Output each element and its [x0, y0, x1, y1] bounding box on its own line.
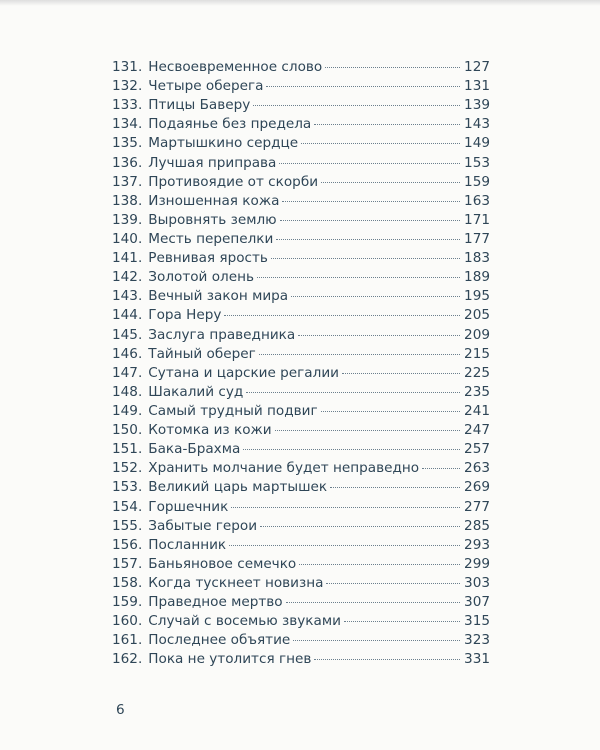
toc-dot-leader [299, 564, 460, 565]
toc-dot-leader [330, 487, 460, 488]
toc-entry [112, 230, 490, 249]
toc-dot-leader [326, 583, 460, 584]
toc-entry-title: Подаянье без предела [148, 116, 312, 133]
toc-dot-leader [260, 526, 460, 527]
toc-entry [112, 536, 490, 555]
toc-entry-number: 143. [112, 288, 143, 305]
toc-entry-page: 293 [464, 536, 490, 553]
toc-entry-title: Тайный оберег [148, 345, 256, 362]
toc-entry-number: 150. [112, 422, 143, 439]
toc-dot-leader [229, 545, 460, 546]
toc-entry-page: 263 [464, 460, 490, 477]
toc-dot-leader [301, 143, 460, 144]
toc-entry-number: 133. [112, 97, 143, 114]
toc-entry [112, 383, 490, 402]
toc-dot-leader [314, 124, 460, 125]
toc-entry-page: 323 [464, 632, 490, 649]
toc-entry-title: Вечный закон мира [148, 288, 289, 305]
toc-entry-page: 269 [464, 479, 490, 496]
toc-entry-page: 307 [464, 594, 490, 611]
toc-dot-leader [224, 315, 460, 316]
page-number: 6 [116, 702, 125, 718]
page-top-edge [0, 0, 600, 6]
toc-dot-leader [231, 507, 460, 508]
toc-entry [112, 650, 490, 669]
toc-entry [112, 134, 490, 153]
toc-entry [112, 631, 490, 650]
toc-entry-number: 146. [112, 345, 143, 362]
toc-entry [112, 96, 490, 115]
toc-entry-page: 225 [464, 364, 490, 381]
toc-entry-number: 140. [112, 230, 143, 247]
toc-dot-leader [342, 373, 460, 374]
toc-entry-number: 132. [112, 78, 143, 95]
toc-entry-page: 331 [464, 651, 490, 668]
toc-dot-leader [253, 105, 460, 106]
toc-dot-leader [271, 258, 460, 259]
toc-entry-page: 139 [464, 97, 490, 114]
toc-entry [112, 593, 490, 612]
toc-entry [112, 249, 490, 268]
toc-entry-title: Забытые герои [148, 517, 258, 534]
toc-entry [112, 478, 490, 497]
toc-dot-leader [293, 640, 460, 641]
toc-entry-page: 315 [464, 613, 490, 630]
toc-entry-page: 171 [464, 211, 490, 228]
toc-entry-number: 160. [112, 613, 143, 630]
toc-entry-number: 148. [112, 383, 143, 400]
toc-entry [112, 612, 490, 631]
toc-entry-title: Золотой олень [148, 269, 254, 286]
toc-entry-page: 303 [464, 574, 490, 591]
toc-dot-leader [282, 201, 460, 202]
toc-entry [112, 287, 490, 306]
toc-entry-title: Лучшая приправа [148, 154, 277, 171]
toc-entry-title: Птицы Баверу [148, 97, 251, 114]
toc-dot-leader [321, 182, 460, 183]
toc-entry-page: 177 [464, 230, 490, 247]
toc-entry-title: Четыре оберега [148, 78, 264, 95]
toc-entry [112, 345, 490, 364]
toc-entry [112, 555, 490, 574]
toc-entry-number: 138. [112, 192, 143, 209]
toc-entry-number: 161. [112, 632, 143, 649]
toc-entry-number: 156. [112, 536, 143, 553]
toc-entry-page: 189 [464, 269, 490, 286]
toc-entry [112, 498, 490, 517]
toc-entry-page: 247 [464, 422, 490, 439]
toc-entry [112, 115, 490, 134]
toc-entry-title: Противоядие от скорби [148, 173, 319, 190]
toc-entry-number: 149. [112, 402, 143, 419]
toc-entry-page: 257 [464, 441, 490, 458]
toc-entry-page: 159 [464, 173, 490, 190]
toc-entry [112, 517, 490, 536]
toc-entry-page: 235 [464, 383, 490, 400]
toc-dot-leader [291, 296, 460, 297]
toc-dot-leader [280, 220, 460, 221]
toc-entry [112, 58, 490, 77]
toc-entry-title: Ревнивая ярость [148, 250, 268, 267]
toc-entry-title: Самый трудный подвиг [148, 402, 318, 419]
toc-entry-page: 277 [464, 498, 490, 515]
toc-entry-number: 154. [112, 498, 143, 515]
toc-entry-page: 285 [464, 517, 490, 534]
toc-entry-page: 163 [464, 192, 490, 209]
toc-dot-leader [257, 277, 460, 278]
toc-entry-page: 215 [464, 345, 490, 362]
toc-entry [112, 192, 490, 211]
toc-entry-title: Горшечник [148, 498, 229, 515]
toc-entry-title: Заслуга праведника [148, 326, 296, 343]
toc-entry [112, 421, 490, 440]
toc-entry-title: Хранить молчание будет неправедно [148, 460, 420, 477]
toc-dot-leader [279, 163, 460, 164]
toc-entry-number: 134. [112, 116, 143, 133]
toc-entry-number: 144. [112, 307, 143, 324]
toc-entry [112, 154, 490, 173]
toc-entry-number: 155. [112, 517, 143, 534]
toc-entry [112, 306, 490, 325]
toc-entry-number: 159. [112, 594, 143, 611]
toc-dot-leader [276, 239, 460, 240]
toc-entry [112, 211, 490, 230]
toc-entry-page: 195 [464, 288, 490, 305]
toc-entry-page: 205 [464, 307, 490, 324]
toc-entry [112, 268, 490, 287]
toc-entry-number: 141. [112, 250, 143, 267]
toc-entry-title: Сутана и царские регалии [148, 364, 339, 381]
toc-entry [112, 459, 490, 478]
toc-entry [112, 77, 490, 96]
toc-entry-number: 142. [112, 269, 143, 286]
toc-entry [112, 364, 490, 383]
toc-entry-title: Когда тускнеет новизна [148, 574, 324, 591]
toc-entry-page: 209 [464, 326, 490, 343]
toc-entry-number: 147. [112, 364, 143, 381]
toc-entry-title: Выровнять землю [148, 211, 277, 228]
toc-entry-page: 143 [464, 116, 490, 133]
toc-entry [112, 440, 490, 459]
toc-entry-title: Несвоевременное слово [148, 59, 323, 75]
toc-entry [112, 574, 490, 593]
toc-entry [112, 402, 490, 421]
toc-entry-page: 183 [464, 250, 490, 267]
toc-dot-leader [259, 354, 460, 355]
toc-entry-title: Баньяновое семечко [148, 555, 297, 572]
toc-dot-leader [422, 468, 460, 469]
toc-entry-page: 149 [464, 135, 490, 152]
toc-entry-title: Котомка из кожи [148, 422, 272, 439]
toc-entry-title: Месть перепелки [148, 230, 274, 247]
toc-dot-leader [314, 659, 460, 660]
toc-dot-leader [344, 621, 460, 622]
toc-entry-number: 139. [112, 211, 143, 228]
toc-entry-title: Пока не утолится гнев [148, 651, 312, 668]
toc-entry-title: Гора Неру [148, 307, 222, 324]
table-of-contents [112, 58, 490, 670]
toc-entry-number: 151. [112, 441, 143, 458]
toc-dot-leader [243, 449, 460, 450]
toc-dot-leader [246, 392, 460, 393]
toc-entry-number: 157. [112, 555, 143, 572]
toc-entry-page: 299 [464, 555, 490, 572]
toc-entry-number: 145. [112, 326, 143, 343]
toc-entry-title: Случай с восемью звуками [148, 613, 341, 630]
toc-entry [112, 326, 490, 345]
toc-entry-title: Великий царь мартышек [148, 479, 328, 496]
toc-entry-title: Последнее объятие [148, 632, 291, 649]
toc-entry-number: 137. [112, 173, 143, 190]
toc-entry-title: Шакалий суд [148, 383, 244, 400]
toc-dot-leader [266, 86, 460, 87]
toc-entry-number: 131. [112, 59, 143, 75]
toc-dot-leader [321, 411, 460, 412]
toc-entry-number: 135. [112, 135, 143, 152]
toc-entry-number: 162. [112, 651, 143, 668]
toc-entry-title: Посланник [148, 536, 227, 553]
toc-dot-leader [298, 335, 460, 336]
toc-dot-leader [275, 430, 460, 431]
toc-entry-title: Мартышкино сердце [148, 135, 299, 152]
toc-entry-title: Изношенная кожа [148, 192, 280, 209]
toc-entry-number: 152. [112, 460, 143, 477]
toc-entry-title: Праведное мертво [148, 594, 283, 611]
toc-entry [112, 173, 490, 192]
toc-entry-number: 136. [112, 154, 143, 171]
toc-entry-number: 153. [112, 479, 143, 496]
toc-dot-leader [325, 67, 460, 68]
toc-entry-page: 153 [464, 154, 490, 171]
toc-entry-page: 131 [464, 78, 490, 95]
toc-entry-page: 127 [464, 59, 490, 75]
toc-entry-number: 158. [112, 574, 143, 591]
toc-entry-title: Бака-Брахма [148, 441, 241, 458]
toc-entry-page: 241 [464, 402, 490, 419]
toc-dot-leader [286, 602, 460, 603]
